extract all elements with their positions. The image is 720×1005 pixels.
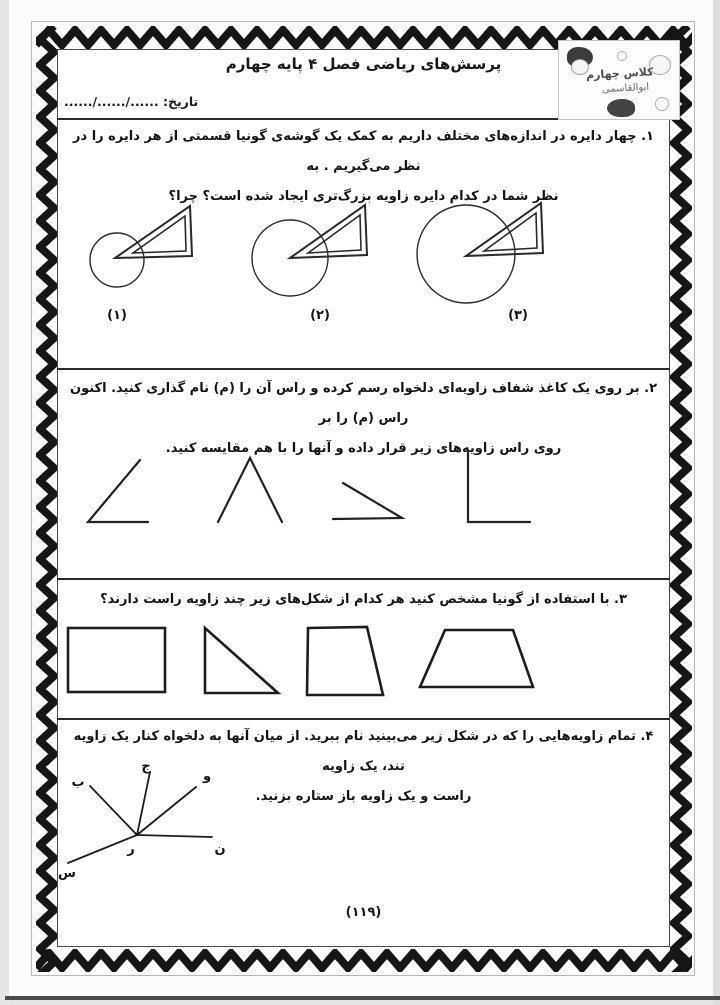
- zigzag-border-left: [36, 26, 58, 972]
- question-4-line-2: راست و یک زاویه باز ستاره بزنید.: [255, 789, 472, 804]
- section-divider: [57, 578, 670, 580]
- ray-label-vav: و: [202, 769, 212, 784]
- figure-1-label: (۱): [107, 308, 127, 323]
- stamp-text-name: ابوالقاسمی: [601, 81, 650, 96]
- stamp-text-class: کلاس چهارم: [585, 65, 654, 82]
- page-number: (۱۱۹): [345, 905, 382, 920]
- photo-edge-bottom: [5, 996, 720, 1000]
- figure-3-label: (۳): [508, 308, 528, 323]
- section-divider: [57, 718, 670, 720]
- class-stamp: [558, 40, 680, 120]
- ray-label-be: ب: [71, 775, 85, 790]
- zigzag-border-bottom: [36, 949, 692, 972]
- question-1-line-1: ۱. چهار دایره در اندازه‌های مختلف داریم به کمک یک گوشه‌ی گونیا قسمتی از هر دایره را در نظر می‌گیریم . به: [73, 129, 654, 174]
- question-3-figure-shapes: [57, 618, 670, 703]
- photo-edge-left: [0, 0, 9, 1005]
- vertex-label-re: ر: [127, 842, 135, 857]
- question-1-figure-circles-setsquare: [57, 188, 670, 333]
- question-2-line-2: روی راس زاویه‌های زیر قرار داده و آنها را با هم مقایسه کنید.: [165, 441, 562, 456]
- photo-edge-right: [713, 0, 720, 1005]
- question-2-line-1: ۲. بر روی یک کاغذ شفاف زاویه‌ای دلخواه رسم کرده و راس آن را (م) نام گذاری کنید. اکنون راس (م) را بر: [69, 381, 657, 426]
- question-4-figure-rays: [57, 760, 347, 890]
- figure-2-label: (۲): [310, 308, 330, 323]
- question-2-figure-angles: [57, 448, 670, 538]
- ray-label-nun: ن: [214, 842, 226, 857]
- ray-label-sin: س: [58, 866, 76, 881]
- section-divider: [57, 368, 670, 370]
- ray-label-jim: ج: [141, 760, 151, 774]
- zigzag-border-right: [670, 26, 692, 972]
- question-4-line-1: ۴. تمام زاویه‌هایی را که در شکل زیر می‌بینید نام ببرید. از میان آنها به دلخواه کنار یک زاویه تند، یک زاویه: [73, 729, 654, 774]
- stamp-cartoon-dot: [617, 51, 627, 61]
- page-title: پرسش‌های ریاضی فصل ۴ پایه چهارم: [225, 55, 502, 73]
- question-3-line-1: ۳. با استفاده از گونیا مشخص کنید هر کدام از شکل‌های زیر چند زاویه راست دارند؟: [100, 592, 627, 607]
- question-1-line-2: نظر شما در کدام دایره زاویه بزرگ‌تری ایجاد شده است؟ چرا؟: [168, 189, 559, 204]
- stamp-cartoon-ball: [655, 97, 669, 111]
- date-field: تاریخ: ....../....../......: [64, 94, 199, 109]
- stamp-cartoon-hair: [607, 99, 635, 117]
- question-3-text: [57, 585, 670, 615]
